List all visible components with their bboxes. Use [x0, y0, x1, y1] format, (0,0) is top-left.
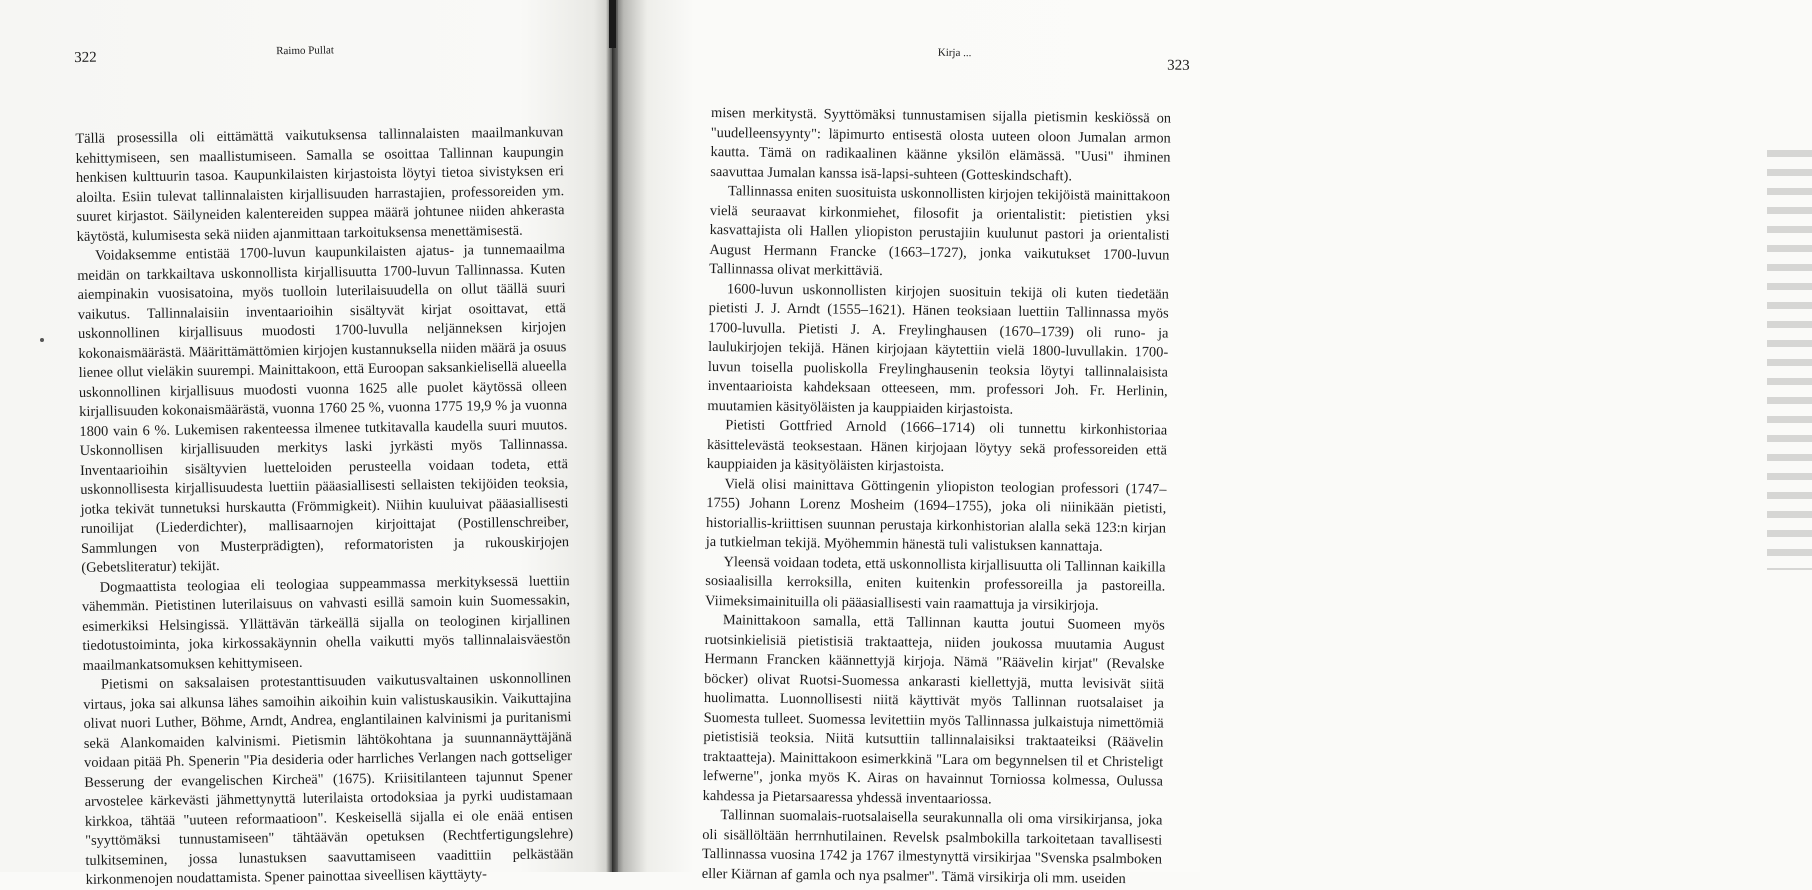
- left-paragraph: Voidaksemme entistää 1700-luvun kaupunkilaisten ajatus- ja tunnemaailma meidän on tarkkailtava uskonnollista kirjallisuutta 1700-luvun Tallinnassa. Kuten aiempinakin vuosisatoina, myös tuolloin luterilaisuudella on ollut täällä suuri vaikutus. Tallinnalaisiin inventaarioihin sisältyvät kirjat osoittavat, että uskonnollinen kirjallisuus muodosti 1700-luvulla neljänneksen kirjojen kokonaismäärästä. Määrittämättömien kirjojen kustannuksella niiden määrä ja osuus lienee ollut vieläkin suurempi. Mainittakoon, että Euroopan saksankielisellä alueella uskonnollinen kirjallisuus muodosti vuonna 1625 alle puolet käytössä olleen kirjallisuuden kokonaismäärästä, vuonna 1760 25 %, vuonna 1775 19,9 % ja vuonna 1800 vain 6 %. Lukemisen rakenteessa ilmenee tutkitavalla kaudella suuri muutos. Uskonnollisen kirjallisuuden merkitys laski jyrkästi myös Tallinnassa. Inventaarioihin sisältyvien luetteloiden perusteella voidaan todeta, että uskonnollisesta kirjallisuudesta luettiin pääasiallisesti sellaisten tekijöiden teoksia, jotka tekivät tunnetuksi hurskautta (Frömmigkeit). Niihin kuuluivat pääasiallisesti runoilijat (Liederdichter), mallisaarnojen kirjoittajat (Postillenschreiber, Sammlungen von Musterprädigten), reformatoristen ja rukouskirjojen (Gebetsliteratur) tekijät.: [77, 241, 570, 576]
- right-paragraph: misen merkitystä. Syyttömäksi tunnustamisen sijalla pietismin keskiössä on "uudelleensyynty": läpimurto entisestä olosta uuteen oloon Jumalan armon kautta. Tämä on radikaalinen käänne yksilön elämässä. "Uusi" ihminen saavuttaa Jumalan kanssa isä-lapsi-suhteen (Gotteskindschaft).: [710, 104, 1172, 184]
- right-running-head: [712, 36, 1190, 78]
- right-running-title: Kirja ...: [937, 46, 972, 60]
- left-page: [0, 0, 612, 888]
- left-paragraph: Dogmaattista teologiaa eli teologiaa suppeammassa merkityksessä luettiin vähemmän. Pietistinen luterilaisuus on vahvasti esillä samoin kuin Suomessakin, esimerkiksi Helsingissä. Yllättävän tärkeällä sijalla on teologinen kirjallinen tiedotustoiminta, joka kirkossakäynnin ohella vaikutti myös tallinnalaisväestön maailmankatsomuksen kehittymiseen.: [81, 572, 571, 674]
- left-body-text: [75, 123, 574, 890]
- book-spine-top: [609, 0, 616, 48]
- right-paragraph: Mainittakoon samalla, että Tallinnan kautta joutui Suomeen myös ruotsinkielisiä pietistisiä traktaatteja, niiden joukossa muutamia August Hermann Francken käännettyjä kirjoja. Nämä "Räävelin kirjat" (Revalske böcker) olivat Ruotsi-Suomessa ankarasti kiellettyjä, mutta levisivät siitä huolimatta. Luonnollisesti niitä käyttivät myös Tallinnan ruotsalaiset ja Suomesta tulleet. Suomessa levitettiin myös Tallinnassa julkaistuja nimettömiä pietistisiä teoksia. Niitä kutsuttiin tallinnalaisiksi traktaateiksi (Räävelin traktaatteja). Mainittakoon esimerkkinä "Lara om begynnelsen til et Christeligt lefwerne", jonka myös K. Airas on havainnut Torniossa kolmessa, Oulussa kahdessa ja Pietarsaaressa yhdessä inventaariossa.: [702, 612, 1165, 807]
- right-page-number: 323: [1167, 57, 1190, 74]
- right-paragraph: 1600-luvun uskonnollisten kirjojen suosituin tekijä oli kuten tiedetään pietisti J. J. Arndt (1555–1621). Hänen teoksiaan luettiin Tallinnassa myös 1700-luvulla. Pietisti J. A. Freylinghausen (1670–1739) oli runo- ja laulukirjojen tekijä. Hänen kirjojaan käytettiin vielä 1800-luvullakin. 1700-luvun toisella puoliskolla Freylinghausenin teoksia löytyi tallinnalaisista inventaarioista kahdeksaan otteeseen, mm. professori Joh. Fr. Herlinin, muutamien käsityöläisten ja kauppiaiden kirjastoista.: [707, 280, 1169, 418]
- left-running-head: [74, 33, 562, 76]
- margin-mark: [40, 338, 44, 342]
- right-paragraph: Tallinnassa eniten suosituista uskonnollisten kirjojen tekijöistä mainittakoon vielä seuraavat kirkonmiehet, filosofit ja orientalistit: pietistien yksi kasvattajista oli Hallen yliopiston perustajiin kuulunut pastori ja orientalisti August Hermann Francke (1663–1727), jonka vaikutukset 1700-luvun Tallinnassa olivat merkittäviä.: [709, 183, 1171, 280]
- left-running-title: Raimo Pullat: [276, 44, 335, 58]
- right-paragraph: Pietisti Gottfried Arnold (1666–1714) oli tunnettu kirkonhistoriaa käsittelevästä teoksestaan. Hänen kirjojaan löytyy sekä professoreiden että kauppiaiden ja käsityöläisten kirjastoista.: [706, 417, 1168, 475]
- right-paragraph: Yleensä voidaan todeta, että uskonnollista kirjallisuutta oli Tallinnan kaikilla sosiaalisilla kerroksilla, eniten kuitenkin professoreilla ja pastoreilla. Viimeksimainituilla oli pääasiallisesti vain raamattuja ja virsikirjoja.: [705, 553, 1166, 614]
- right-page-content: [701, 36, 1190, 890]
- right-paragraph: Tallinnan suomalais-ruotsalaisella seurakunnalla oli oma virsikirjansa, joka oli sisällöltään herrnhutilainen. Revelsk psalmbokilla tarkoitetaan tavallisesti Tallinnassa vuosina 1742 ja 1767 ilmestynyttä virsikirjaa "Svenska psalmboken eller Kiärnan af gamla och nya psalmer". Tämä virsikirja oli mm. useiden: [701, 807, 1163, 887]
- left-paragraph: Pietismi on saksalaisen protestanttisuuden vaikutusvaltainen uskonnollinen virtaus, joka sai alkunsa lähes samoihin aikoihin kuin valistuskausikin. Vaikuttajina olivat nuori Luther, Böhme, Arndt, Andrea, englantilainen kalvinismi ja puritanismi sekä Alankomaiden kalvinismi. Pietismin lähtökohtana ja suunnannäyttäjänä voidaan pitää Ph. Spenerin "Pia desideria oder harrliches Verlangen nach gottseliger Besserung der evangelischen Kircheä" (1675). Kriisitilanteen tajunnut Spener arvostelee kärkevästi jähmettynyttä luterilaista ortodoksiaa ja pyrki uudistamaan kirkkoa, tähtää "uuteen reformaatioon". Keskeisellä sijalla ei ole enää entisen "syyttömäksi tunnustamiseen" tähtäävän opetuksen (Rechtfertigungslehre) tulkitseminen, jossa lunastuksen saavuttamiseen vaadittiin pelkästään kirkonmenojen noudattamista. Spener painottaa siveellisen käyttäyty-: [83, 670, 574, 888]
- left-page-content: [74, 33, 574, 890]
- right-page: [612, 0, 1200, 887]
- right-body-text: [702, 104, 1171, 890]
- left-page-number: 322: [74, 49, 97, 66]
- right-paragraph: Vielä olisi mainittava Göttingenin yliopiston teologian professori (1747–1755) Johann Lorenz Mosheim (1694–1755), joka oli niinikään pietisti, historiallis-kriittisen suunnan perustaja kirkonhistorian alalla sekä 123:n kirjan ja tutkielman tekijä. Myöhemmin hänestä tuli valistuksen kannattaja.: [705, 475, 1167, 555]
- left-paragraph: Tällä prosessilla oli eittämättä vaikutuksensa tallinnalaisten maailmankuvan kehittymiseen, sen maallistumiseen. Samalla se osoittaa Tallinnan kaupungin henkisen kulttuurin tasoa. Kaupunkilaisten kirjastoista löytyi tietoa sivistyksen eri aloilta. Esiin tulevat tallinnalaisten kirjallisuuden harrastajien, professoreiden ym. suuret kirjastot. Säilyneiden kalentereiden suppea määrä johtunee niiden ahkerasta käytöstä, kulumisesta sekä niiden ajanmittaan tarkoituksensa menettämisestä.: [75, 124, 565, 245]
- bleed-through-shadow: [1767, 150, 1812, 570]
